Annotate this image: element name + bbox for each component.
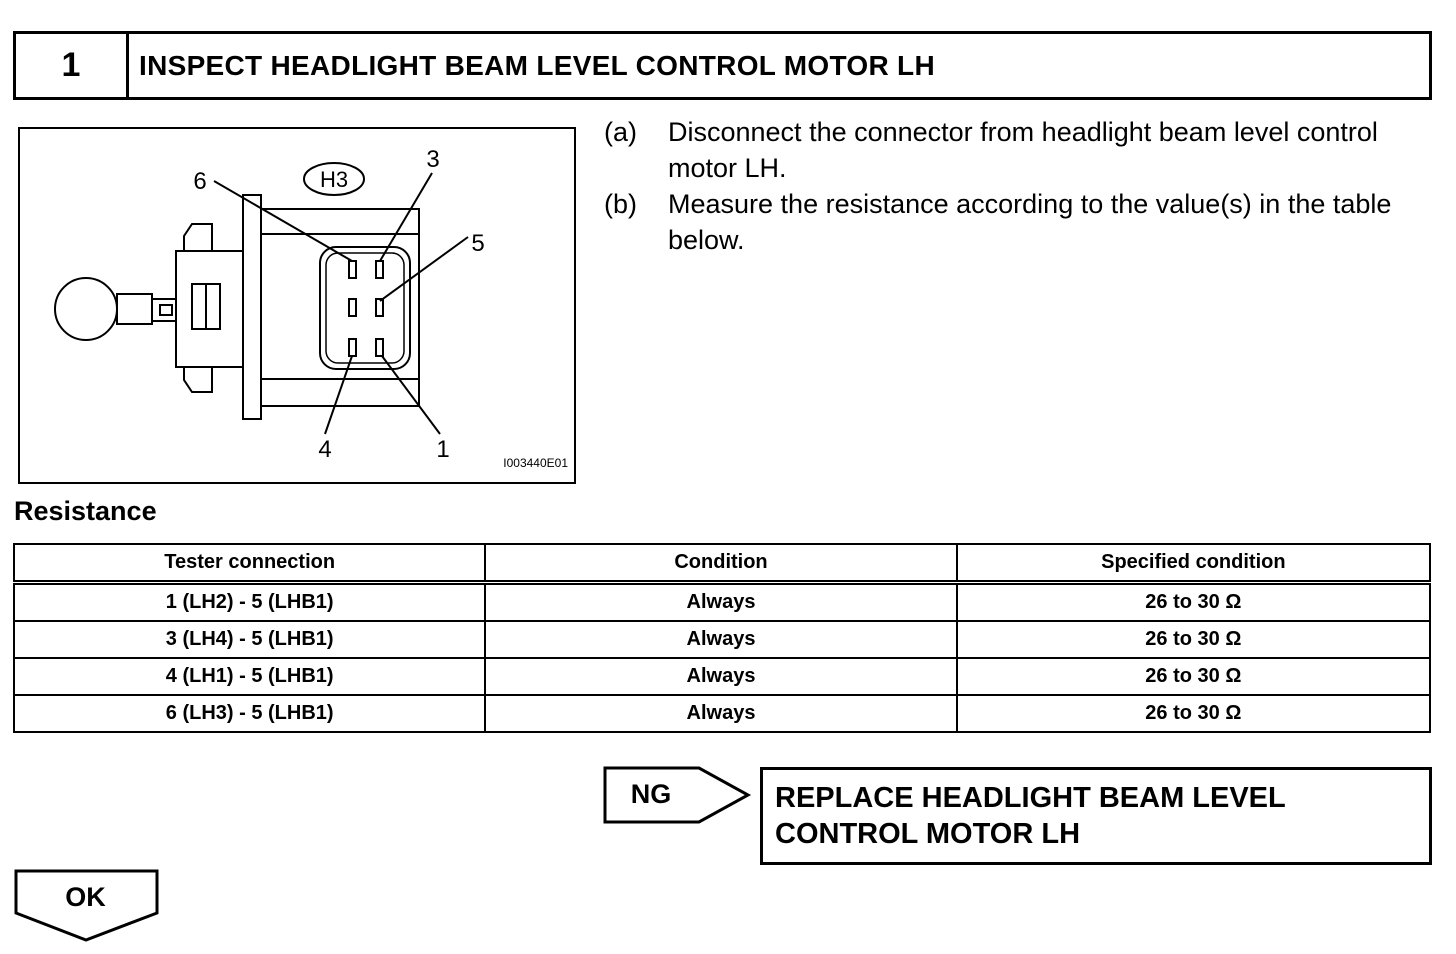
table-header-row [14,544,1430,583]
step-number: 1 [16,34,129,97]
table-cell: 26 to 30 Ω [957,658,1430,695]
instruction-step-a [604,114,1434,186]
step-title: INSPECT HEADLIGHT BEAM LEVEL CONTROL MOTOR LH [139,49,935,81]
instructions [604,114,1434,258]
ng-label: NG [630,778,672,809]
instruction-label: (a) [604,117,637,147]
ng-action-box: REPLACE HEADLIGHT BEAM LEVEL CONTROL MOTOR LH [760,767,1432,865]
table-cell: 4 (LH1) - 5 (LHB1) [14,658,485,695]
connector-diagram [20,129,574,482]
table-row [14,658,1430,695]
pin-label-1: 1 [436,436,450,463]
table-cell: 1 (LH2) - 5 (LHB1) [14,583,485,622]
table-cell: 26 to 30 Ω [957,583,1430,622]
connector-label: H3 [319,167,349,192]
motor-knob-shape [55,278,117,340]
pin-label-4: 4 [318,436,332,463]
table-cell: Always [485,658,956,695]
ok-label: OK [65,881,106,912]
instruction-label: (b) [604,189,637,219]
ng-branch [603,766,753,829]
table-row [14,695,1430,732]
column-header: Specified condition [957,544,1430,583]
resistance-table [13,543,1431,733]
pin-label-3: 3 [426,146,440,173]
table-cell: Always [485,583,956,622]
table-cell: 26 to 30 Ω [957,695,1430,732]
step-header [13,31,1432,100]
table-row [14,621,1430,658]
table-cell: Always [485,621,956,658]
instruction-text: Measure the resistance according to the value(s) in the table below. [668,189,1392,255]
table-cell: 3 (LH4) - 5 (LHB1) [14,621,485,658]
connector-figure [18,127,576,484]
table-cell: Always [485,695,956,732]
instruction-text: Disconnect the connector from headlight beam level control motor LH. [668,117,1378,183]
table-heading: Resistance [14,496,157,526]
ok-branch [14,869,160,948]
table-row [14,583,1430,622]
pin-label-5: 5 [471,230,485,257]
instruction-step-b [604,186,1434,258]
figure-code: I003440E01 [503,456,568,470]
pin-label-6: 6 [193,168,207,195]
column-header: Condition [485,544,956,583]
column-header: Tester connection [14,544,485,583]
table-cell: 6 (LH3) - 5 (LHB1) [14,695,485,732]
table-cell: 26 to 30 Ω [957,621,1430,658]
